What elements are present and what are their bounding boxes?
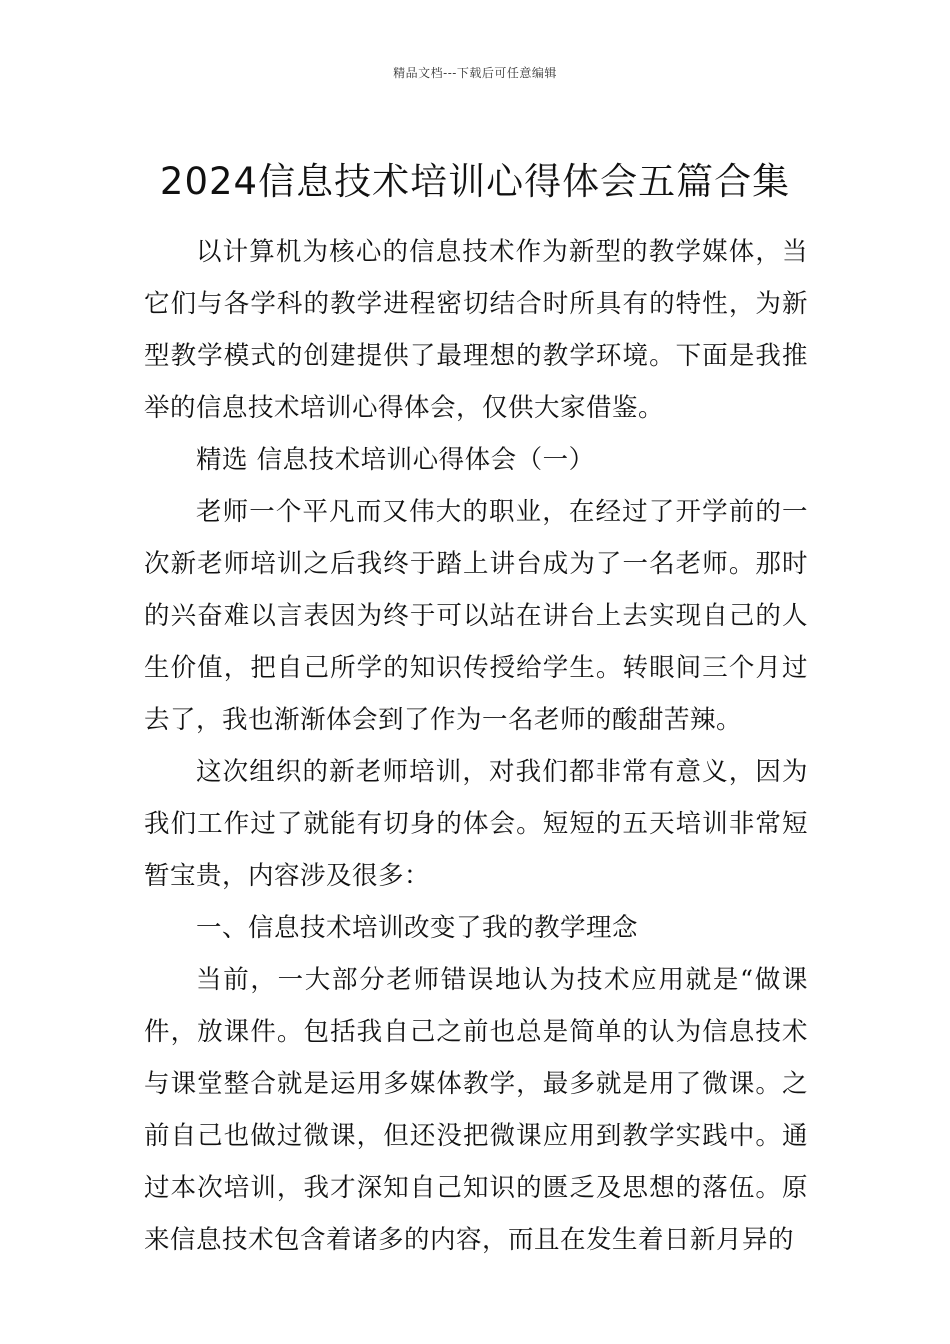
header-note: 精品文档---下载后可任意编辑 [393,66,557,80]
body-paragraph: 当前，一大部分老师错误地认为技术应用就是“做课件，放课件。包括我自己之前也总是简单的认为信息技术与课堂整合就是运用多媒体教学，最多就是用了微课。之前自己也做过微课，但还没把微课应用到教学实践中。通过本次培训，我才深知自己知识的匮乏及思想的落伍。原来信息技术包含着诸多的内容，而且在发生着日新月异的 [144,965,808,1255]
intro-paragraph: 以计算机为核心的信息技术作为新型的教学媒体，当它们与各学科的教学进程密切结合时所具有的特性，为新型教学模式的创建提供了最理想的教学环境。下面是我推举的信息技术培训心得体会，仅供大家借鉴。 [144,237,808,423]
body-paragraph: 老师一个平凡而又伟大的职业，在经过了开学前的一次新老师培训之后我终于踏上讲台成为了一名老师。那时的兴奋难以言表因为终于可以站在讲台上去实现自己的人生价值，把自己所学的知识传授给学生。转眼间三个月过去了，我也渐渐体会到了作为一名老师的酸甜苦辣。 [144,497,808,735]
section-heading: 精选 信息技术培训心得体会（一） [196,445,595,475]
subsection-heading: 一、信息技术培训改变了我的教学理念 [196,913,639,943]
document-body [144,226,808,1266]
document-title: 2024信息技术培训心得体会五篇合集 [159,159,791,203]
body-paragraph: 这次组织的新老师培训，对我们都非常有意义，因为我们工作过了就能有切身的体会。短短的五天培训非常短暂宝贵，内容涉及很多： [144,757,808,891]
